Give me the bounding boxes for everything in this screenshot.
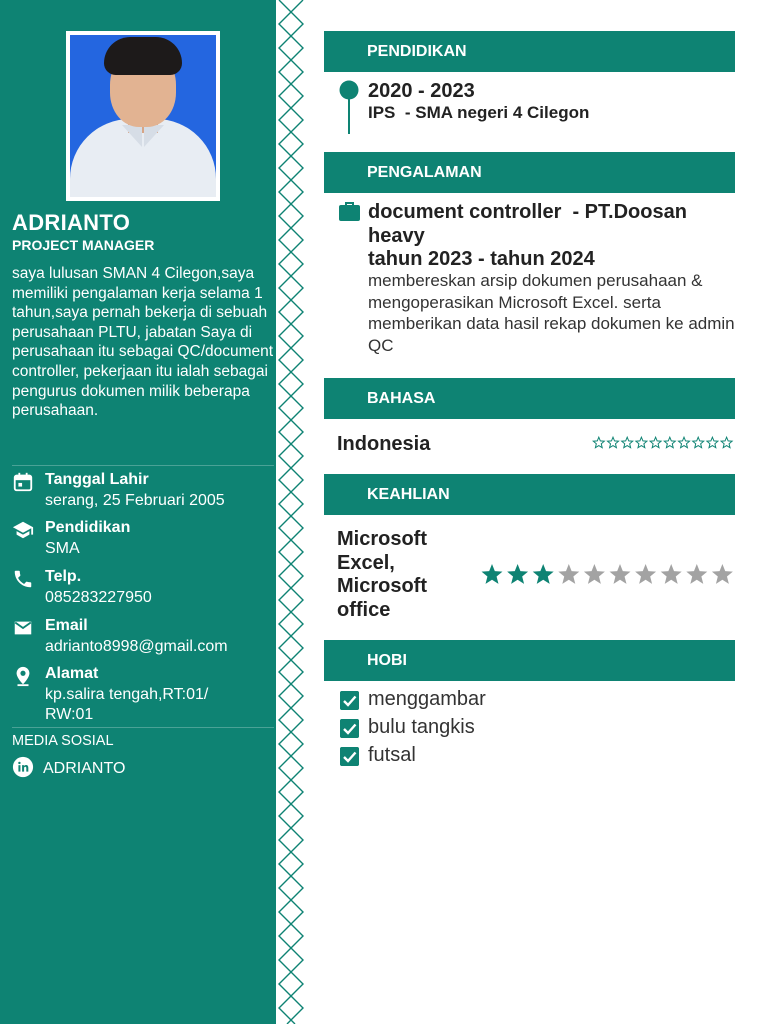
social-value: ADRIANTO (43, 760, 126, 777)
star-empty-icon (686, 564, 707, 584)
star-empty-icon (707, 437, 718, 447)
divider (12, 727, 274, 728)
briefcase-icon (339, 202, 360, 221)
email-icon (12, 617, 34, 639)
education-years: 2020 - 2023 (368, 80, 475, 102)
experience-description: membereskan arsip dokumen perusahaan & mengoperasikan Microsoft Excel. serta memberikan data hasil rekap dokumen ke admin QC (368, 271, 735, 355)
divider (12, 465, 274, 466)
timeline-dot-icon (339, 80, 359, 134)
star-filled-icon (533, 564, 554, 584)
education-school: IPS - SMA negeri 4 Cilegon (368, 103, 590, 122)
info-value: SMA (45, 540, 80, 557)
star-filled-icon (482, 564, 503, 584)
sidebar (0, 0, 276, 1024)
checkbox-checked-icon (340, 719, 359, 738)
star-empty-icon (558, 564, 579, 584)
social-heading: MEDIA SOSIAL (12, 733, 114, 749)
profile-photo (66, 31, 220, 201)
info-label: Email (45, 617, 88, 634)
star-empty-icon (636, 437, 647, 447)
checkbox-checked-icon (340, 747, 359, 766)
hobby-label: futsal (368, 744, 416, 766)
profile-name: ADRIANTO (12, 210, 131, 235)
info-value: serang, 25 Februari 2005 (45, 492, 225, 509)
star-empty-icon (635, 564, 656, 584)
star-empty-icon (721, 437, 732, 447)
skill-rating (480, 562, 736, 588)
star-empty-icon (664, 437, 675, 447)
section-header-education: PENDIDIKAN (324, 31, 735, 72)
info-value: 085283227950 (45, 589, 152, 606)
checkbox-checked-icon (340, 691, 359, 710)
info-label: Pendidikan (45, 519, 131, 536)
decorative-zigzag-border (276, 0, 306, 1024)
star-empty-icon (584, 564, 605, 584)
experience-period: tahun 2023 - tahun 2024 (368, 248, 595, 270)
info-label: Alamat (45, 665, 99, 682)
section-header-experience: PENGALAMAN (324, 152, 735, 193)
info-value: kp.salira tengah,RT:01/ RW:01 (45, 686, 209, 723)
info-label: Tanggal Lahir (45, 471, 149, 488)
star-empty-icon (622, 437, 633, 447)
graduation-cap-icon (12, 519, 34, 541)
experience-title: document controller - PT.Doosan heavy (368, 201, 693, 247)
language-rating (592, 435, 736, 451)
hobby-label: menggambar (368, 688, 486, 710)
skill-name: Microsoft Excel, Microsoft office (337, 528, 427, 621)
profile-role: PROJECT MANAGER (12, 237, 155, 253)
linkedin-icon (12, 756, 34, 778)
star-empty-icon (593, 437, 604, 447)
star-empty-icon (607, 437, 618, 447)
language-name: Indonesia (337, 433, 431, 455)
star-empty-icon (693, 437, 704, 447)
hobby-label: bulu tangkis (368, 716, 475, 738)
info-label: Telp. (45, 568, 82, 585)
phone-icon (12, 568, 34, 590)
star-empty-icon (678, 437, 689, 447)
section-header-hobbies: HOBI (324, 640, 735, 681)
star-filled-icon (507, 564, 528, 584)
profile-photo-image (70, 35, 216, 197)
info-value: adrianto8998@gmail.com (45, 638, 228, 655)
star-empty-icon (610, 564, 631, 584)
profile-summary: saya lulusan SMAN 4 Cilegon,saya memiliki pengalaman kerja selama 1 tahun,saya pernah bekerja di sebuah perusahaan PLTU, jabatan Saya di perusahaan itu sebagai QC/document controller, pekerjaan itu ialah sebagai pengurus dokumen milik beberapa perusahaan. (12, 265, 274, 420)
star-empty-icon (712, 564, 733, 584)
calendar-icon (12, 471, 34, 493)
section-header-language: BAHASA (324, 378, 735, 419)
section-header-skills: KEAHLIAN (324, 474, 735, 515)
star-empty-icon (661, 564, 682, 584)
location-pin-icon (12, 665, 34, 687)
star-empty-icon (650, 437, 661, 447)
